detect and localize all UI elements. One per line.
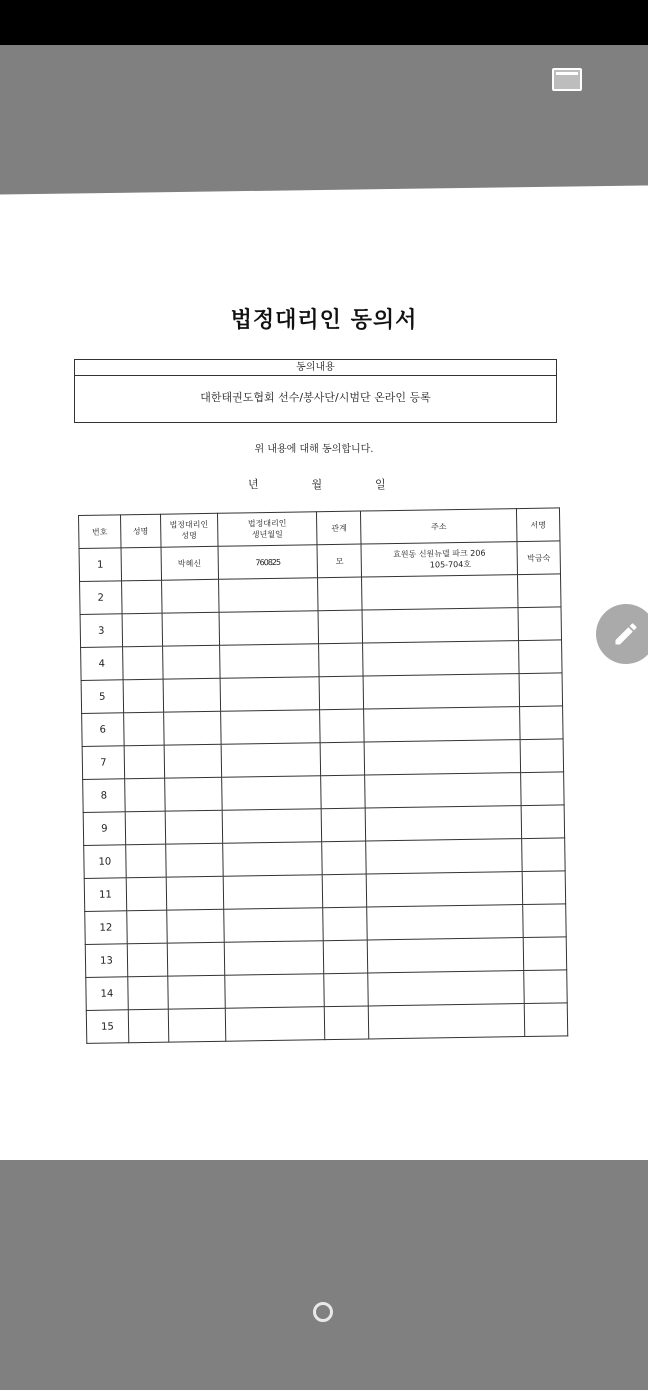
cell-name <box>124 712 164 746</box>
cell-signature <box>520 739 563 773</box>
edit-fab[interactable] <box>596 604 648 664</box>
cell-no: 4 <box>81 647 123 681</box>
cell-guardian-birth <box>219 611 319 646</box>
cell-address <box>361 542 517 577</box>
cell-address <box>368 971 524 1006</box>
cell-name <box>122 646 162 680</box>
cell-signature <box>518 574 561 608</box>
document-title: 법정대리인 동의서 <box>230 307 418 333</box>
cell-guardian-birth <box>222 809 322 844</box>
cell-relation <box>319 676 363 710</box>
cell-relation <box>322 808 366 842</box>
cell-signature <box>523 904 566 938</box>
cell-signature <box>523 937 566 971</box>
cell-address <box>367 905 523 940</box>
cell-signature <box>520 706 563 740</box>
agree-statement: 위 내용에 대해 동의합니다. <box>254 444 374 455</box>
cell-guardian-name: 박혜신 <box>161 546 218 580</box>
cell-guardian-name <box>163 678 220 712</box>
consent-heading: 동의내용 <box>75 360 556 376</box>
cell-guardian-birth <box>220 710 320 745</box>
header-address: 주소 <box>361 509 517 544</box>
cell-relation <box>319 643 363 677</box>
cell-signature <box>522 871 565 905</box>
cell-guardian-birth <box>224 941 324 976</box>
pencil-icon <box>612 620 640 648</box>
cell-no: 6 <box>82 713 124 747</box>
cell-relation <box>323 907 367 941</box>
consent-box <box>74 359 557 423</box>
cell-relation <box>321 775 365 809</box>
cell-no: 11 <box>84 878 126 912</box>
cell-signature <box>519 673 562 707</box>
cell-no: 9 <box>83 812 125 846</box>
table-row <box>86 1003 567 1044</box>
cell-guardian-birth <box>219 644 319 679</box>
cell-guardian-name <box>165 810 222 844</box>
cell-signature <box>522 838 565 872</box>
consent-content: 대한태권도협회 선수/봉사단/시범단 온라인 등록 <box>200 391 431 404</box>
cell-signature <box>521 772 564 806</box>
cell-no: 2 <box>80 581 122 615</box>
cell-guardian-birth <box>222 842 322 877</box>
cell-guardian-name <box>164 777 221 811</box>
cell-relation <box>324 940 368 974</box>
cell-guardian-name <box>162 645 219 679</box>
cell-no: 7 <box>82 746 124 780</box>
cell-relation <box>318 610 362 644</box>
cell-address <box>362 575 518 610</box>
date-line <box>248 476 435 492</box>
cell-address <box>363 674 519 709</box>
cell-no: 13 <box>85 944 127 978</box>
cell-address <box>364 740 520 775</box>
cell-no: 3 <box>80 614 122 648</box>
cell-guardian-name <box>168 975 225 1009</box>
cell-guardian-birth <box>224 974 324 1009</box>
cell-signature <box>519 640 562 674</box>
address-line: 효원동 신원뉴델 파크 206 <box>392 548 486 560</box>
cell-no: 8 <box>83 779 125 813</box>
cell-guardian-name <box>166 909 223 943</box>
cell-address <box>366 872 522 907</box>
date-month-label: 월 <box>311 478 323 491</box>
cell-relation <box>320 709 364 743</box>
cell-address <box>364 707 520 742</box>
cell-no: 12 <box>85 911 127 945</box>
cell-no: 5 <box>81 680 123 714</box>
cell-guardian-birth <box>221 743 321 778</box>
header-signature: 서명 <box>516 508 559 542</box>
cell-guardian-birth <box>218 578 318 613</box>
cell-address <box>367 938 523 973</box>
cell-relation <box>324 973 368 1007</box>
header-relation: 관계 <box>317 511 361 545</box>
cell-guardian-birth: 760825 <box>218 545 318 580</box>
date-day-label: 일 <box>375 478 386 491</box>
header-name: 성명 <box>120 514 160 548</box>
cell-name <box>127 910 167 944</box>
cell-guardian-birth <box>223 908 323 943</box>
date-year-label: 년 <box>248 478 259 491</box>
cell-name <box>128 1009 168 1043</box>
cell-name <box>128 976 168 1010</box>
cell-relation <box>318 577 362 611</box>
cell-address <box>363 641 519 676</box>
cell-relation <box>322 841 366 875</box>
cell-name <box>124 745 164 779</box>
cell-guardian-name <box>164 744 221 778</box>
cell-address <box>366 839 522 874</box>
cell-name <box>126 844 166 878</box>
cell-name <box>121 547 161 581</box>
cell-name <box>125 778 165 812</box>
cell-guardian-birth <box>220 677 320 712</box>
cell-relation: 모 <box>317 544 361 578</box>
cell-signature <box>524 970 567 1004</box>
cell-no: 14 <box>86 977 128 1011</box>
cell-guardian-name <box>163 711 220 745</box>
cell-name <box>127 943 167 977</box>
cell-address <box>362 608 518 643</box>
cell-guardian-birth <box>225 1007 325 1042</box>
cell-name <box>125 811 165 845</box>
address-line: 105-704호 <box>429 559 472 570</box>
cell-guardian-birth <box>221 776 321 811</box>
cell-address <box>368 1004 524 1039</box>
cell-name <box>126 877 166 911</box>
cell-address <box>365 806 521 841</box>
cell-name <box>121 580 161 614</box>
cell-name <box>123 679 163 713</box>
cell-no: 1 <box>79 548 121 582</box>
cell-signature <box>521 805 564 839</box>
cell-guardian-name <box>167 942 224 976</box>
cell-guardian-name <box>161 579 218 613</box>
cell-name <box>122 613 162 647</box>
cell-address <box>365 773 521 808</box>
cell-guardian-birth <box>223 875 323 910</box>
header-no: 번호 <box>79 515 121 549</box>
header-guardian-birth: 법정대리인 생년월일 <box>217 512 317 547</box>
cell-guardian-name <box>168 1008 225 1042</box>
cell-signature: 박금숙 <box>517 541 560 575</box>
cell-no: 10 <box>84 845 126 879</box>
cell-guardian-name <box>166 876 223 910</box>
cell-signature <box>518 607 561 641</box>
cell-guardian-name <box>165 843 222 877</box>
cell-no: 15 <box>86 1010 128 1044</box>
header-guardian-name: 법정대리인 성명 <box>160 513 217 547</box>
cell-relation <box>320 742 364 776</box>
cell-guardian-name <box>162 612 219 646</box>
cell-signature <box>524 1003 567 1037</box>
cell-relation <box>323 874 367 908</box>
cell-relation <box>325 1006 369 1040</box>
guardian-table <box>78 507 568 1044</box>
